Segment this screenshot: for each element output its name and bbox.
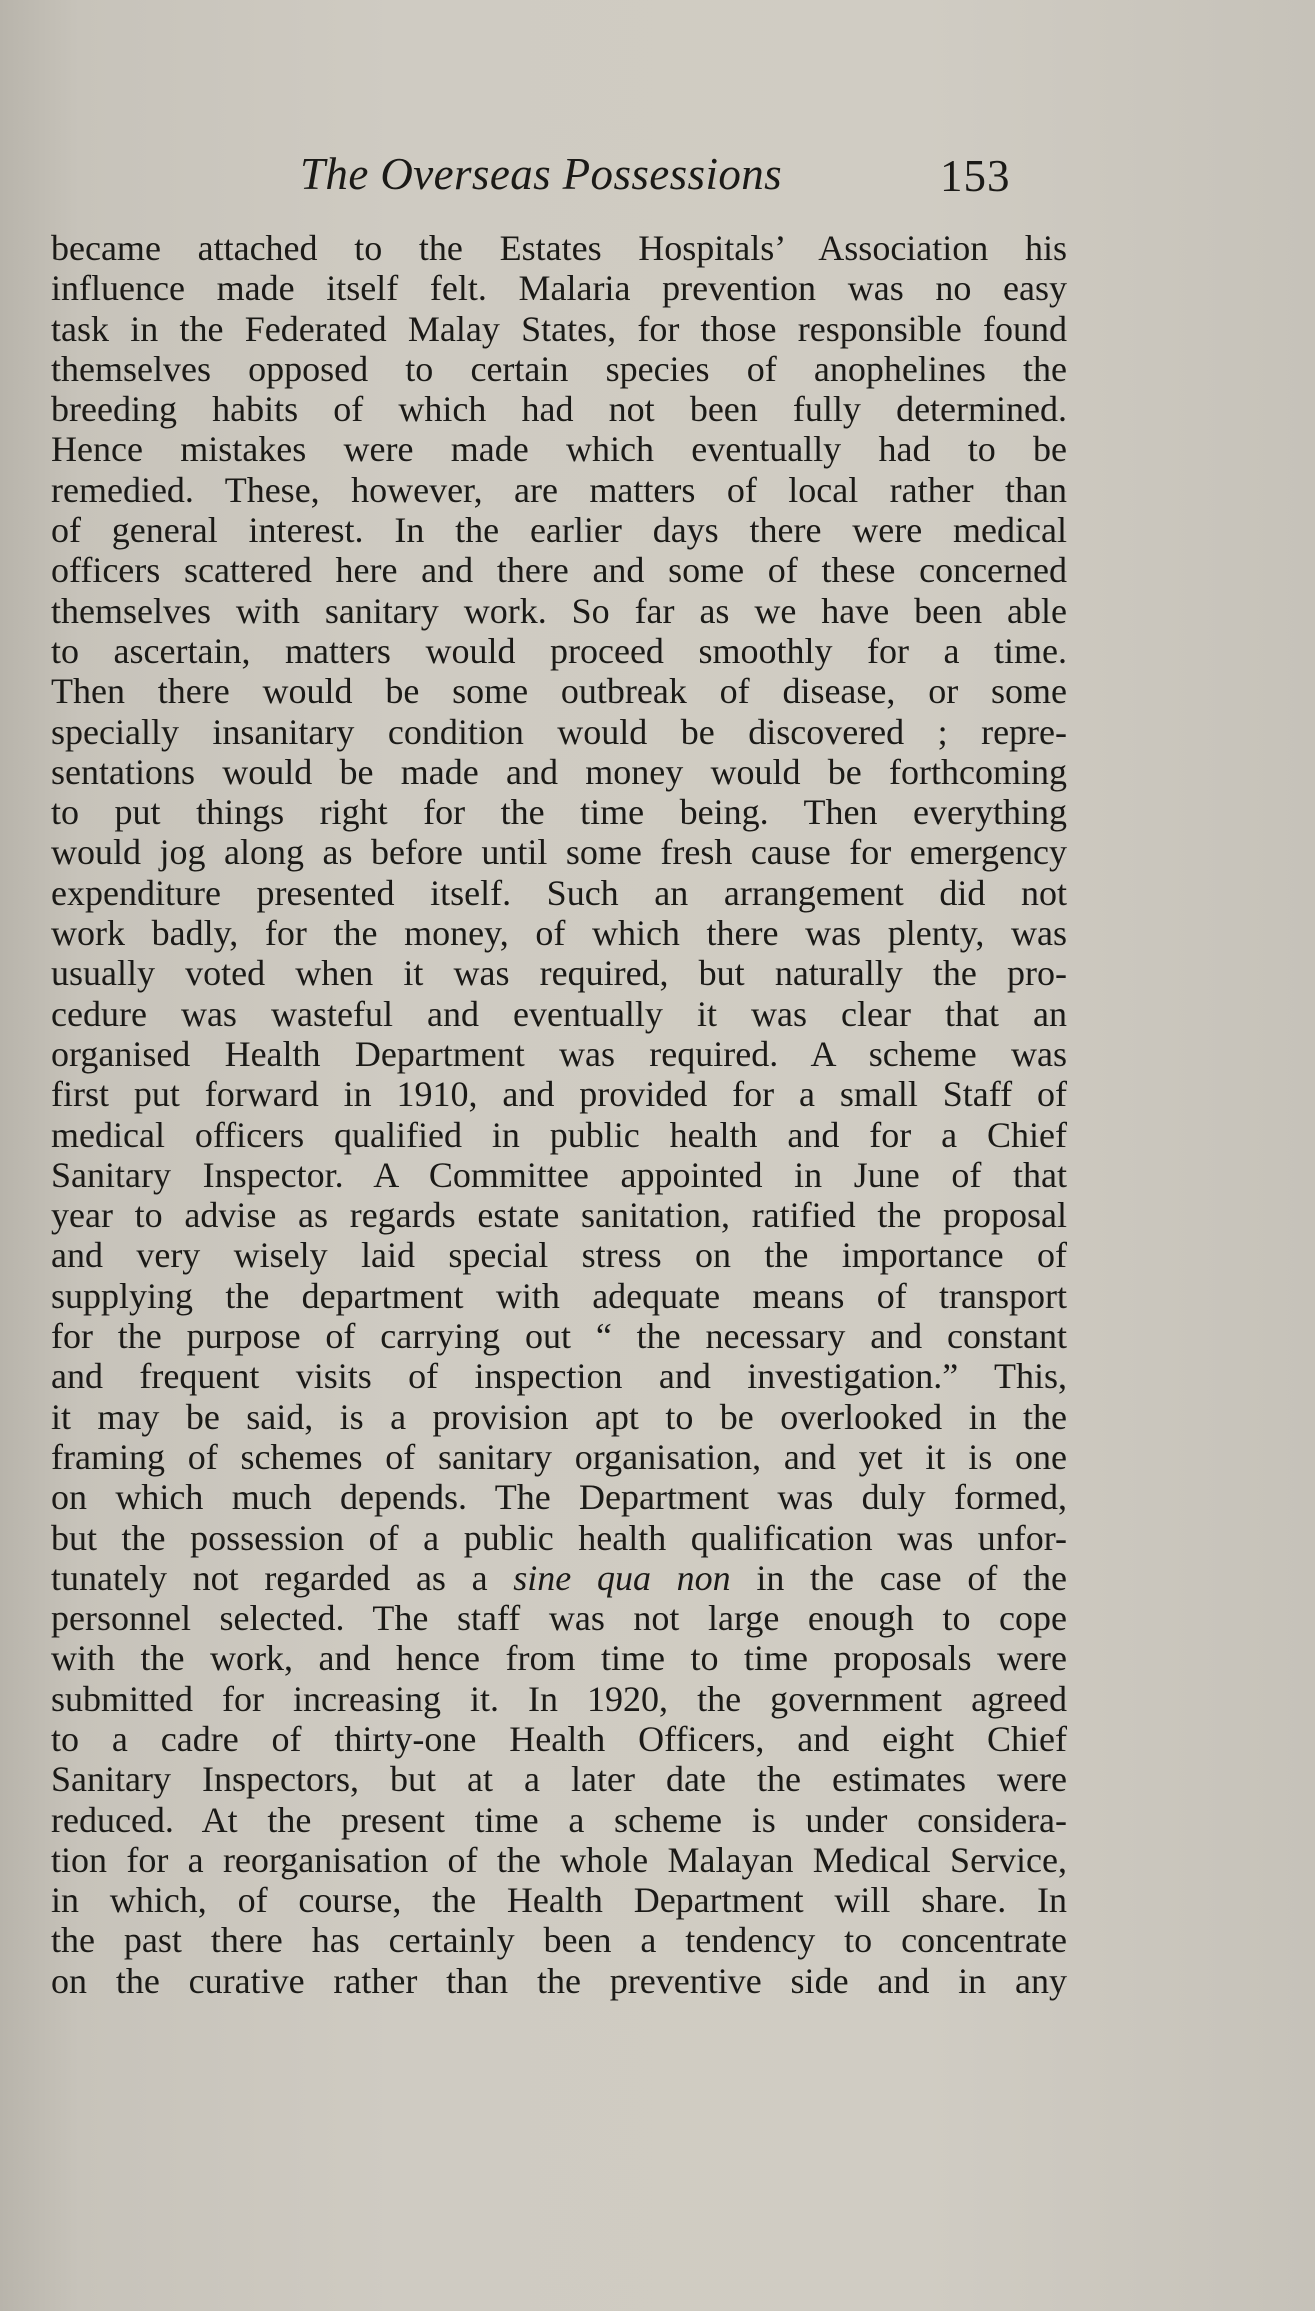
text-line: Then there would be some outbreak of disease, or some bbox=[51, 671, 1067, 712]
text-line: submitted for increasing it. In 1920, the government agreed bbox=[51, 1678, 1067, 1719]
text-line: Hence mistakes were made which eventually had to be bbox=[51, 429, 1067, 470]
text-line: personnel selected. The staff was not large enough to cope bbox=[51, 1598, 1067, 1639]
text-line: became attached to the Estates Hospitals’ Association his bbox=[51, 228, 1067, 268]
text-line: to a cadre of thirty-one Health Officers, and eight Chief bbox=[51, 1718, 1067, 1759]
text-line: with the work, and hence from time to time proposals were bbox=[51, 1638, 1067, 1679]
text-line: usually voted when it was required, but naturally the pro- bbox=[51, 953, 1067, 994]
text-line: first put forward in 1910, and provided for a small Staff of bbox=[51, 1074, 1067, 1115]
text-line-with-italic bbox=[51, 1558, 1067, 1598]
body-text bbox=[51, 228, 1067, 2001]
text-line: but the possession of a public health qualification was unfor- bbox=[51, 1517, 1067, 1558]
text-line: supplying the department with adequate means of transport bbox=[51, 1275, 1067, 1316]
text-line: Sanitary Inspectors, but at a later date the estimates were bbox=[51, 1759, 1067, 1800]
text-line: medical officers qualified in public health and for a Chief bbox=[51, 1114, 1067, 1155]
text-line: tion for a reorganisation of the whole Malayan Medical Service, bbox=[51, 1839, 1067, 1880]
text-line: breeding habits of which had not been fully determined. bbox=[51, 389, 1067, 430]
text-line: and very wisely laid special stress on the importance of bbox=[51, 1235, 1067, 1276]
text-line: reduced. At the present time a scheme is under considera- bbox=[51, 1799, 1067, 1840]
text-line: framing of schemes of sanitary organisation, and yet it is one bbox=[51, 1436, 1067, 1477]
text-line: influence made itself felt. Malaria prevention was no easy bbox=[51, 268, 1067, 309]
running-title: The Overseas Possessions bbox=[300, 149, 783, 199]
text-line: task in the Federated Malay States, for those responsible found bbox=[51, 308, 1067, 349]
text-line: it may be said, is a provision apt to be overlooked in the bbox=[51, 1396, 1067, 1437]
text-line: sentations would be made and money would be forthcoming bbox=[51, 751, 1067, 792]
text-line: work badly, for the money, of which there was plenty, was bbox=[51, 913, 1067, 954]
text-line: on which much depends. The Department was duly formed, bbox=[51, 1477, 1067, 1518]
text-line: cedure was wasteful and eventually it was clear that an bbox=[51, 993, 1067, 1034]
text-line: to ascertain, matters would proceed smoothly for a time. bbox=[51, 630, 1067, 671]
line-text-after-italic: in the case of the bbox=[730, 1557, 1067, 1598]
text-line: to put things right for the time being. Then everything bbox=[51, 792, 1067, 833]
text-line: for the purpose of carrying out “ the necessary and constant bbox=[51, 1316, 1067, 1357]
italic-phrase: sine qua non bbox=[513, 1557, 731, 1598]
text-line: and frequent visits of inspection and investigation.” This, bbox=[51, 1356, 1067, 1397]
text-line: the past there has certainly been a tendency to concentrate bbox=[51, 1920, 1067, 1961]
text-line: would jog along as before until some fresh cause for emergency bbox=[51, 832, 1067, 873]
text-line: Sanitary Inspector. A Committee appointed in June of that bbox=[51, 1154, 1067, 1195]
line-text-before-italic: tunately not regarded as a bbox=[51, 1557, 514, 1598]
text-line: specially insanitary condition would be discovered ; repre- bbox=[51, 711, 1067, 752]
text-line: organised Health Department was required. A scheme was bbox=[51, 1033, 1067, 1074]
text-line: of general interest. In the earlier days there were medical bbox=[51, 510, 1067, 551]
text-line: year to advise as regards estate sanitation, ratified the proposal bbox=[51, 1195, 1067, 1236]
running-head bbox=[0, 148, 1315, 208]
text-line: in which, of course, the Health Department will share. In bbox=[51, 1880, 1067, 1921]
text-line: themselves opposed to certain species of anophelines the bbox=[51, 348, 1067, 389]
text-line: themselves with sanitary work. So far as we have been able bbox=[51, 590, 1067, 631]
text-line: officers scattered here and there and some of these concerned bbox=[51, 550, 1067, 591]
text-line: expenditure presented itself. Such an arrangement did not bbox=[51, 872, 1067, 913]
text-line: remedied. These, however, are matters of local rather than bbox=[51, 469, 1067, 510]
page-number: 153 bbox=[940, 151, 1011, 201]
text-line: on the curative rather than the preventive side and in any bbox=[51, 1960, 1067, 2001]
